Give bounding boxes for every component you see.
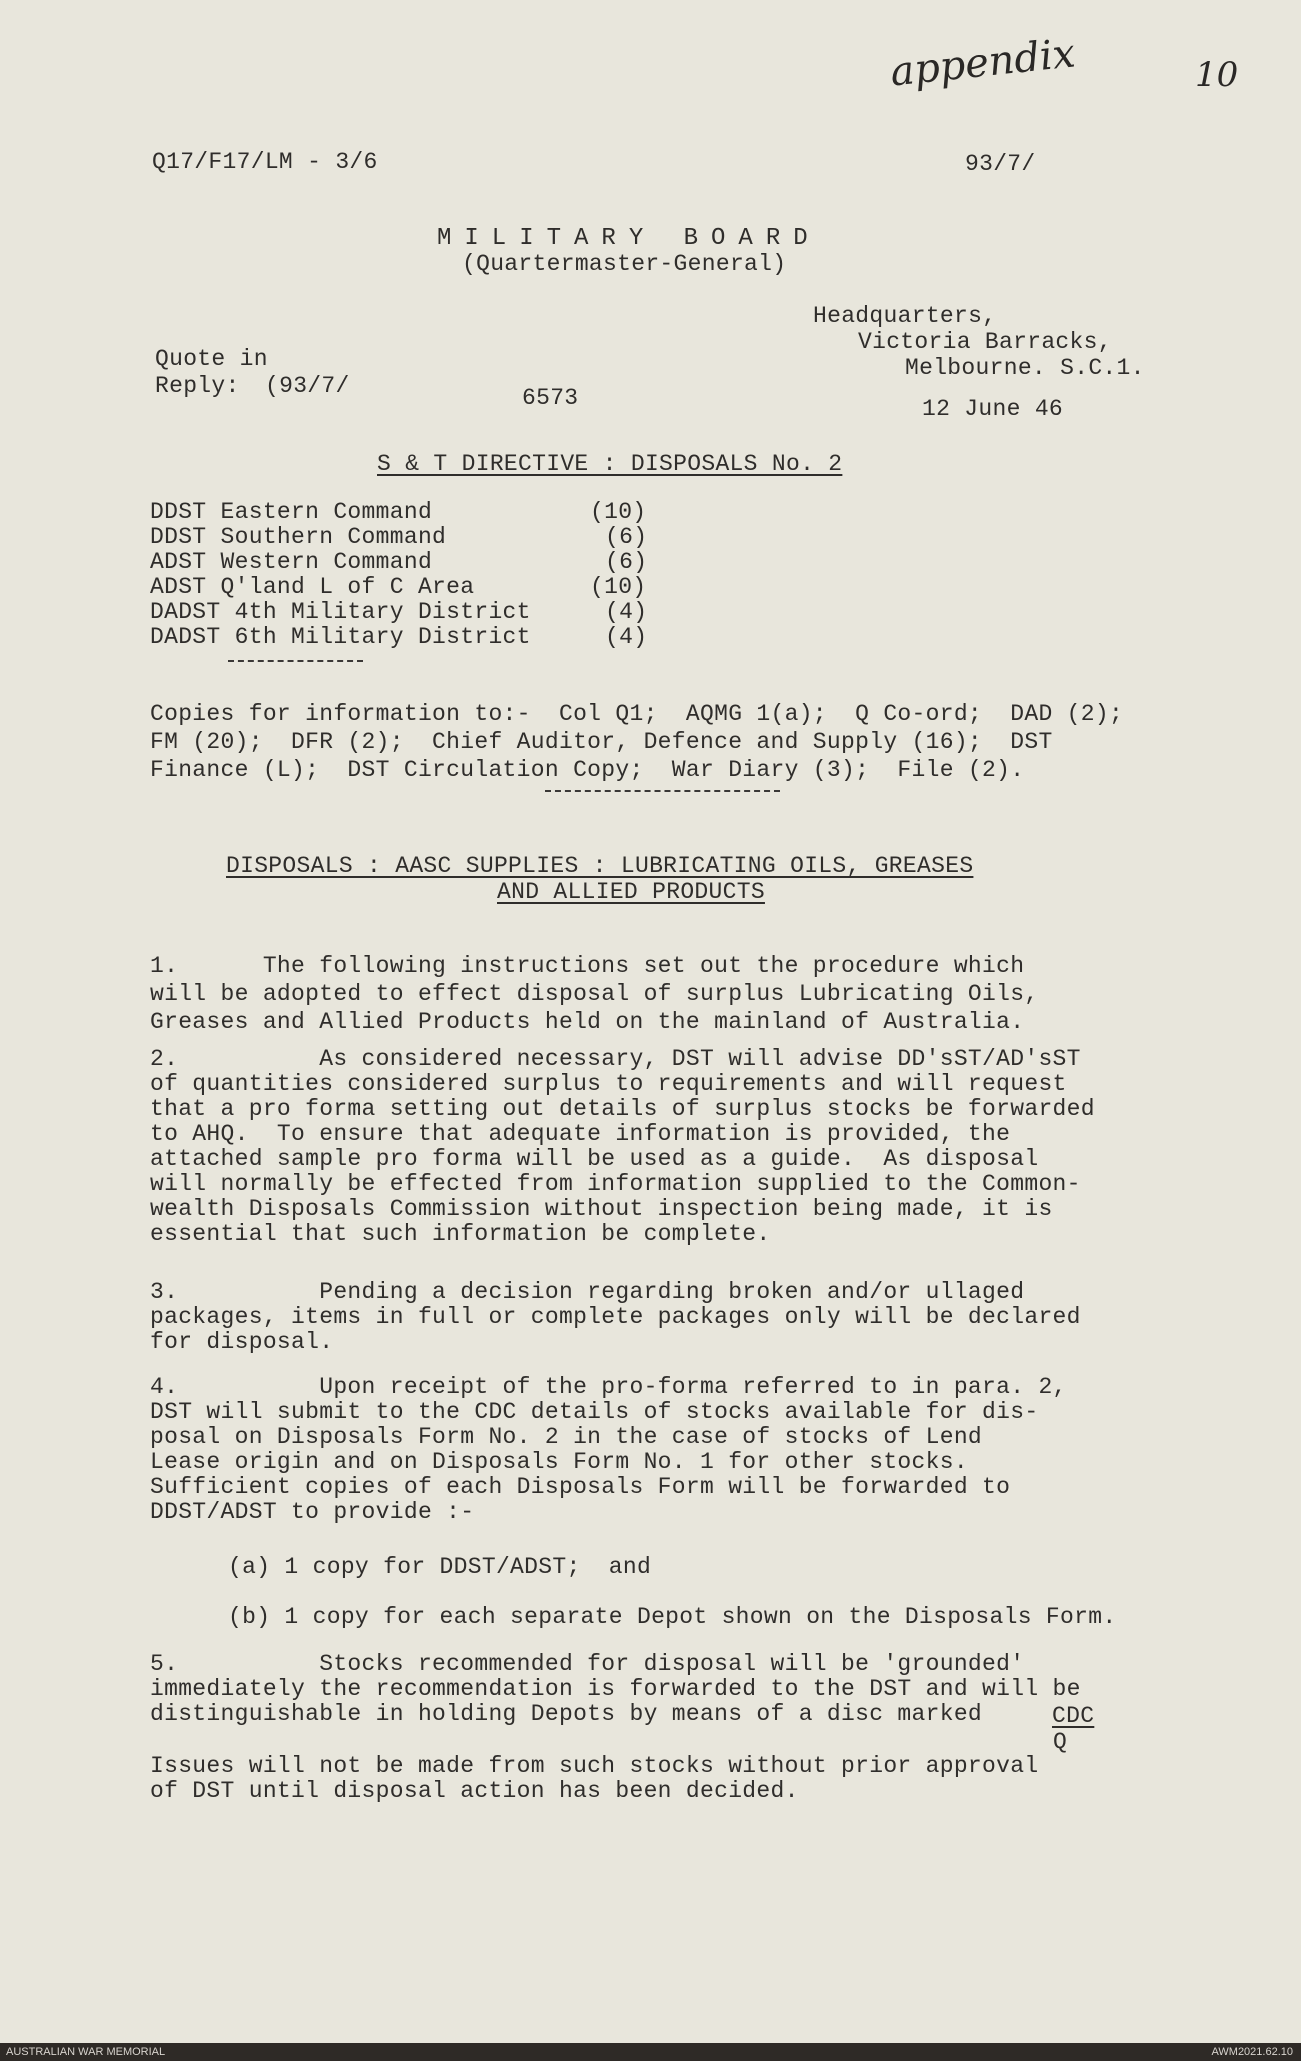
footer-credit: AUSTRALIAN WAR MEMORIAL [6, 2046, 166, 2058]
paragraph-line: 4. Upon receipt of the pro-forma referred to in para. 2, [150, 1374, 1067, 1400]
paragraph-line: packages, items in full or complete packages only will be declared [150, 1304, 1081, 1330]
paragraph-line: Lease origin and on Disposals Form No. 1 for other stocks. [150, 1449, 968, 1475]
reply-reference: (93/7/ [265, 373, 350, 399]
copies-for-information [150, 700, 1160, 784]
recipient-copies: (4) [605, 624, 648, 650]
paragraph-line: will be adopted to effect disposal of surplus Lubricating Oils, [150, 981, 1039, 1007]
paragraph-3 [150, 1280, 1160, 1355]
reply-label: Reply: [155, 373, 240, 399]
address-line-3: Melbourne. S.C.1. [905, 355, 1145, 381]
directive-title: S & T DIRECTIVE : DISPOSALS No. 2 [377, 451, 843, 477]
recipient-copies: (4) [605, 599, 648, 625]
page-number: 10 [1195, 55, 1239, 95]
copies-line: Finance (L); DST Circulation Copy; War Diary (3); File (2). [150, 757, 1025, 783]
footer-accession: AWM2021.62.10 [1211, 2046, 1293, 2058]
subject-line-1: DISPOSALS : AASC SUPPLIES : LUBRICATING OILS, GREASES [226, 853, 974, 879]
letterhead-subtitle: (Quartermaster-General) [462, 251, 787, 277]
distribution-row [150, 623, 670, 649]
paragraph-5-continued [150, 1754, 1160, 1804]
paragraph-line: wealth Disposals Commission without inspection being made, it is [150, 1196, 1053, 1222]
paragraph-line: Issues will not be made from such stocks without prior approval [150, 1753, 1039, 1779]
paragraph-line: essential that such information be complete. [150, 1221, 771, 1247]
paragraph-line: of DST until disposal action has been decided. [150, 1778, 799, 1804]
copies-line: Copies for information to:- Col Q1; AQMG 1(a); Q Co-ord; DAD (2); [150, 701, 1124, 727]
paragraph-line: of quantities considered surplus to requirements and will request [150, 1071, 1067, 1097]
document-date: 12 June 46 [922, 396, 1064, 422]
address-line-1: Headquarters, [813, 303, 997, 329]
paragraph-line: Greases and Allied Products held on the mainland of Australia. [150, 1009, 1025, 1035]
distribution-row [150, 498, 670, 524]
paragraph-line: will normally be effected from information supplied to the Common- [150, 1171, 1081, 1197]
recipient-name: DDST Eastern Command [150, 499, 433, 525]
paragraph-line: 1. The following instructions set out the procedure which [150, 953, 1025, 979]
paragraph-line: 2. As considered necessary, DST will advise DD'sST/AD'sST [150, 1046, 1081, 1072]
paragraph-line: 5. Stocks recommended for disposal will be 'grounded' [150, 1651, 1025, 1677]
paragraph-4 [150, 1375, 1160, 1525]
copies-line: FM (20); DFR (2); Chief Auditor, Defence and Supply (16); DST [150, 729, 1053, 755]
separator-rule [228, 660, 363, 662]
separator-rule [545, 790, 780, 792]
disc-marking-bottom: Q [1053, 1729, 1068, 1755]
distribution-row [150, 598, 670, 624]
recipient-copies: (6) [605, 549, 648, 575]
paragraph-line: immediately the recommendation is forwarded to the DST and will be [150, 1676, 1081, 1702]
recipient-name: ADST Western Command [150, 549, 433, 575]
distribution-row [150, 573, 670, 599]
distribution-row [150, 548, 670, 574]
recipient-name: DADST 6th Military District [150, 624, 531, 650]
list-item-b: (b) 1 copy for each separate Depot shown on the Disposals Form. [228, 1604, 1117, 1630]
address-line-2: Victoria Barracks, [858, 329, 1112, 355]
paragraph-line: distinguishable in holding Depots by means of a disc marked [150, 1701, 983, 1727]
paragraph-line: DST will submit to the CDC details of stocks available for dis- [150, 1399, 1039, 1425]
recipient-copies: (10) [590, 574, 647, 600]
list-item-a: (a) 1 copy for DDST/ADST; and [228, 1554, 652, 1580]
paragraph-line: that a pro forma setting out details of surplus stocks be forwarded [150, 1096, 1095, 1122]
paragraph-1 [150, 952, 1160, 1036]
recipient-copies: (6) [605, 524, 648, 550]
recipient-copies: (10) [590, 499, 647, 525]
paragraph-line: DDST/ADST to provide :- [150, 1499, 475, 1525]
letterhead-title: MILITARY BOARD [437, 225, 821, 252]
paragraph-line: 3. Pending a decision regarding broken and/or ullaged [150, 1279, 1025, 1305]
handwritten-annotation: appendix [888, 30, 1078, 96]
paragraph-5 [150, 1652, 1160, 1727]
distribution-row [150, 523, 670, 549]
paragraph-line: to AHQ. To ensure that adequate information is provided, the [150, 1121, 1011, 1147]
disc-marking-top: CDC [1052, 1703, 1095, 1729]
paragraph-line: for disposal. [150, 1329, 334, 1355]
paragraph-2 [150, 1047, 1160, 1247]
paragraph-line: attached sample pro forma will be used as a guide. As disposal [150, 1146, 1039, 1172]
subject-line-2: AND ALLIED PRODUCTS [497, 879, 765, 905]
quote-label: Quote in [155, 346, 268, 372]
document-number: 6573 [522, 385, 579, 411]
paragraph-line: Sufficient copies of each Disposals Form will be forwarded to [150, 1474, 1011, 1500]
recipient-name: DDST Southern Command [150, 524, 447, 550]
paragraph-line: posal on Disposals Form No. 2 in the case of stocks of Lend [150, 1424, 983, 1450]
recipient-name: ADST Q'land L of C Area [150, 574, 475, 600]
file-reference: Q17/F17/LM - 3/6 [152, 149, 378, 175]
recipient-name: DADST 4th Military District [150, 599, 531, 625]
file-reference-right: 93/7/ [965, 151, 1036, 177]
